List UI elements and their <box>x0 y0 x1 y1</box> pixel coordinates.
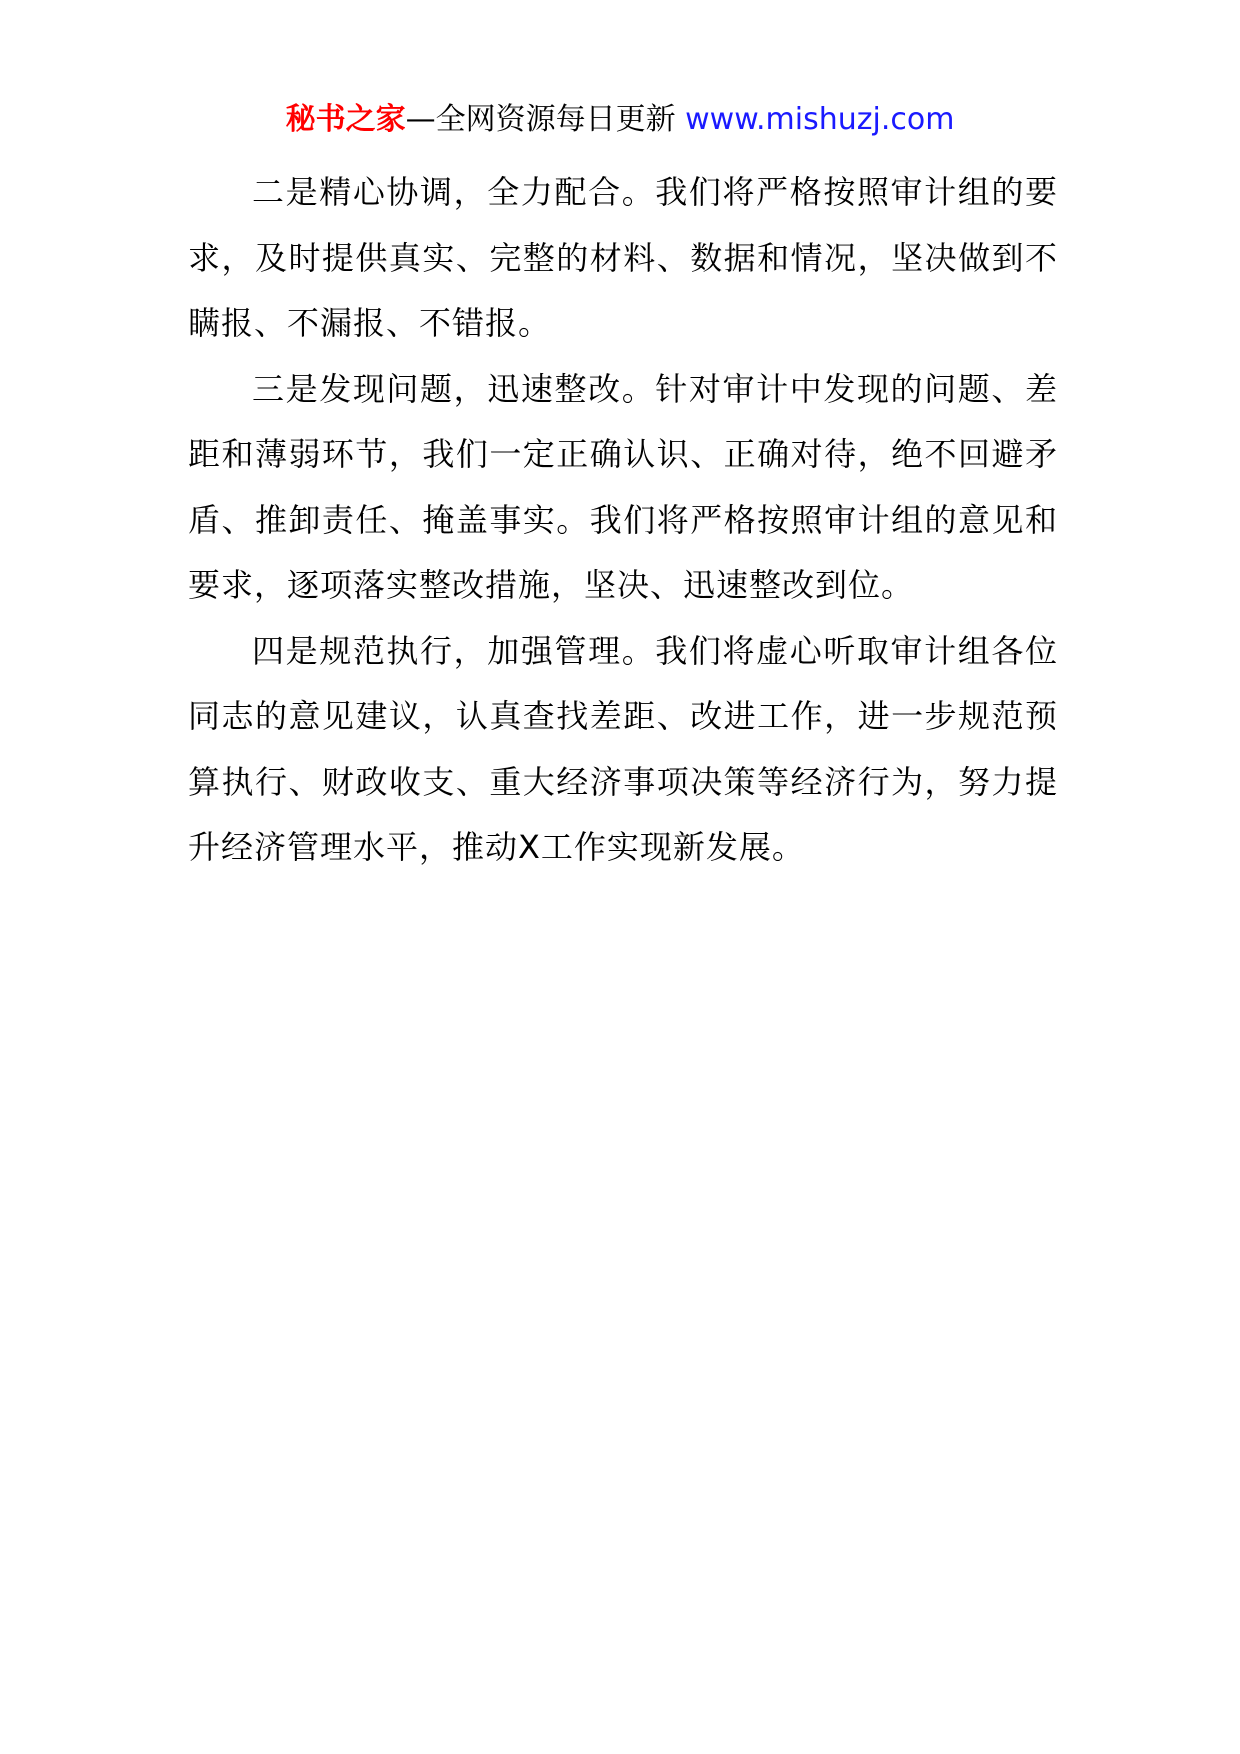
page-header <box>0 100 1240 140</box>
header-tagline: —全网资源每日更新 <box>405 102 676 137</box>
brand-name: 秘书之家 <box>285 102 406 137</box>
document-body <box>188 160 1058 881</box>
paragraph-management: 四是规范执行，加强管理。我们将虚心听取审计组各位同志的意见建议，认真查找差距、改进工作，进一步规范预算执行、财政收支、重大经济事项决策等经济行为，努力提升经济管理水平，推动X工作实现新发展。 <box>188 631 1058 866</box>
paragraph-rectification: 三是发现问题，迅速整改。针对审计中发现的问题、差距和薄弱环节，我们一定正确认识、正确对待，绝不回避矛盾、推卸责任、掩盖事实。我们将严格按照审计组的意见和要求，逐项落实整改措施，坚决、迅速整改到位。 <box>188 369 1058 604</box>
website-link[interactable]: www.mishuzj.com <box>685 102 955 137</box>
paragraph-coordination: 二是精心协调，全力配合。我们将严格按照审计组的要求，及时提供真实、完整的材料、数据和情况，坚决做到不瞒报、不漏报、不错报。 <box>188 173 1058 342</box>
